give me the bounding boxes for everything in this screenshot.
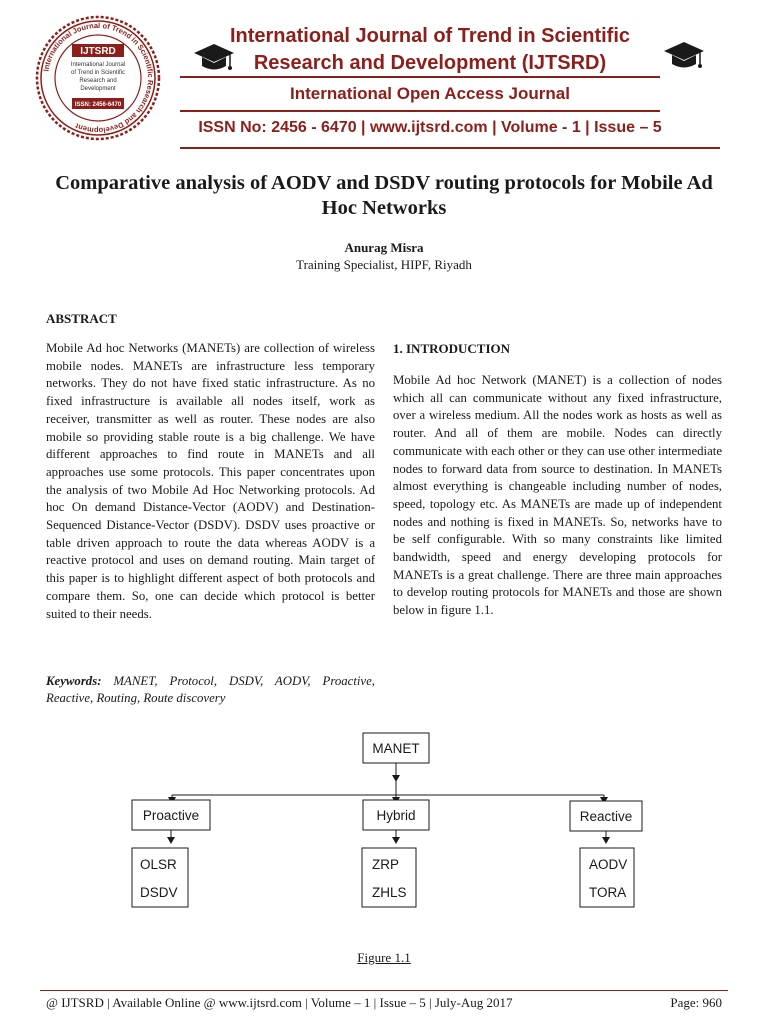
header-divider — [180, 147, 720, 149]
logo-ring-text: International Journal of Trend in Scientific Research and Development — [41, 20, 156, 136]
journal-title-line1: International Journal of Trend in Scientific — [229, 25, 631, 47]
abstract-heading: ABSTRACT — [46, 311, 117, 326]
keywords-label: Keywords: — [46, 674, 102, 688]
logo-center-line3: Research and — [79, 78, 117, 84]
logo-issn: ISSN: 2456-6470 — [74, 102, 122, 108]
routing-protocol-diagram — [0, 725, 768, 940]
footer-citation: @ IJTSRD | Available Online @ www.ijtsrd.com | Volume – 1 | Issue – 5 | July-Aug 2017 — [46, 995, 513, 1010]
protocol-label: DSDV — [140, 885, 178, 900]
logo-center-line2: of Trend in Scientific — [70, 70, 126, 76]
logo-center-line1: International Journal — [70, 62, 126, 68]
page-number: Page: 960 — [670, 995, 722, 1010]
issn-line: ISSN No: 2456 - 6470 | www.ijtsrd.com | Volume - 1 | Issue – 5 — [198, 119, 662, 136]
category-label-hybrid: Hybrid — [376, 808, 416, 823]
author-name: Anurag Misra — [344, 240, 424, 255]
protocol-label: ZRP — [372, 857, 399, 872]
journal-title-line2: Research and Development (IJTSRD) — [253, 52, 607, 74]
introduction-paragraph: Mobile Ad hoc Network (MANET) is a collection of nodes which all can communicate without any fixed infrastructure, over a wireless medium. All the nodes work as hosts as well as router. And all of them are mobile. Nodes can directly communicate with each other or they can use other intermediate nodes to forward data from source to destination. In MANETs almost everything is changeable including number of nodes, speed, topology etc. As MANETs are made up of independent nodes and nothing is fixed in MANETs. So, networks have to be self configurable. With so many constraints like limited bandwidth, speed and energy developing protocols for MANETs is a great challenge. There are three main approaches to develop routing protocols for MANETs and those are shown below in figure 1.1. — [393, 373, 722, 618]
open-access-label: International Open Access Journal — [290, 84, 570, 103]
abstract-body — [46, 340, 375, 623]
figure-caption: Figure 1.1 — [357, 950, 411, 965]
protocol-label: TORA — [589, 885, 627, 900]
introduction-body — [393, 372, 722, 620]
keywords — [46, 673, 375, 707]
category-label-reactive: Reactive — [579, 809, 633, 824]
footer-divider — [40, 990, 728, 991]
logo-center-line4: Development — [80, 86, 116, 92]
root-node-label: MANET — [372, 741, 420, 756]
keywords-list: MANET, Protocol, DSDV, AODV, Proactive, Reactive, Routing, Route discovery — [46, 674, 375, 705]
logo-abbr: IJTSRD — [80, 46, 116, 57]
category-label-proactive: Proactive — [142, 808, 200, 823]
introduction-heading: 1. INTRODUCTION — [393, 341, 511, 356]
header-divider — [180, 110, 660, 112]
paper-title: Comparative analysis of AODV and DSDV routing protocols for Mobile Ad Hoc Networks — [55, 172, 713, 219]
protocol-label: AODV — [589, 857, 628, 872]
journal-seal-logo — [34, 14, 162, 142]
header-divider — [180, 76, 660, 78]
protocol-label: ZHLS — [372, 885, 407, 900]
author-affiliation: Training Specialist, HIPF, Riyadh — [296, 257, 472, 272]
abstract-paragraph: Mobile Ad hoc Networks (MANETs) are collection of wireless mobile nodes. MANETs are infrastructure less temporary networks. They do not have fixed static infrastructure. As no fixed infrastructure is available all nodes itself, work as receiver, transmitter as well as router. These nodes are also mobile so providing stable route is a big challenge. We have different approaches to find route in MANETs and all approaches use some protocols. This paper concentrates upon the analysis of two Mobile Ad Hoc Networking protocols. Ad hoc On demand Distance-Vector (AODV) and Destination-Sequenced Distance-Vector (DSDV). DSDV uses proactive or table driven approach to route the data whereas AODV is a reactive protocol and uses on demand routing. Main target of this paper is to highlight different aspect of both protocols and compare them. So, one can decide which protocol is better suited to their needs. — [46, 341, 375, 621]
protocol-label: OLSR — [140, 857, 177, 872]
